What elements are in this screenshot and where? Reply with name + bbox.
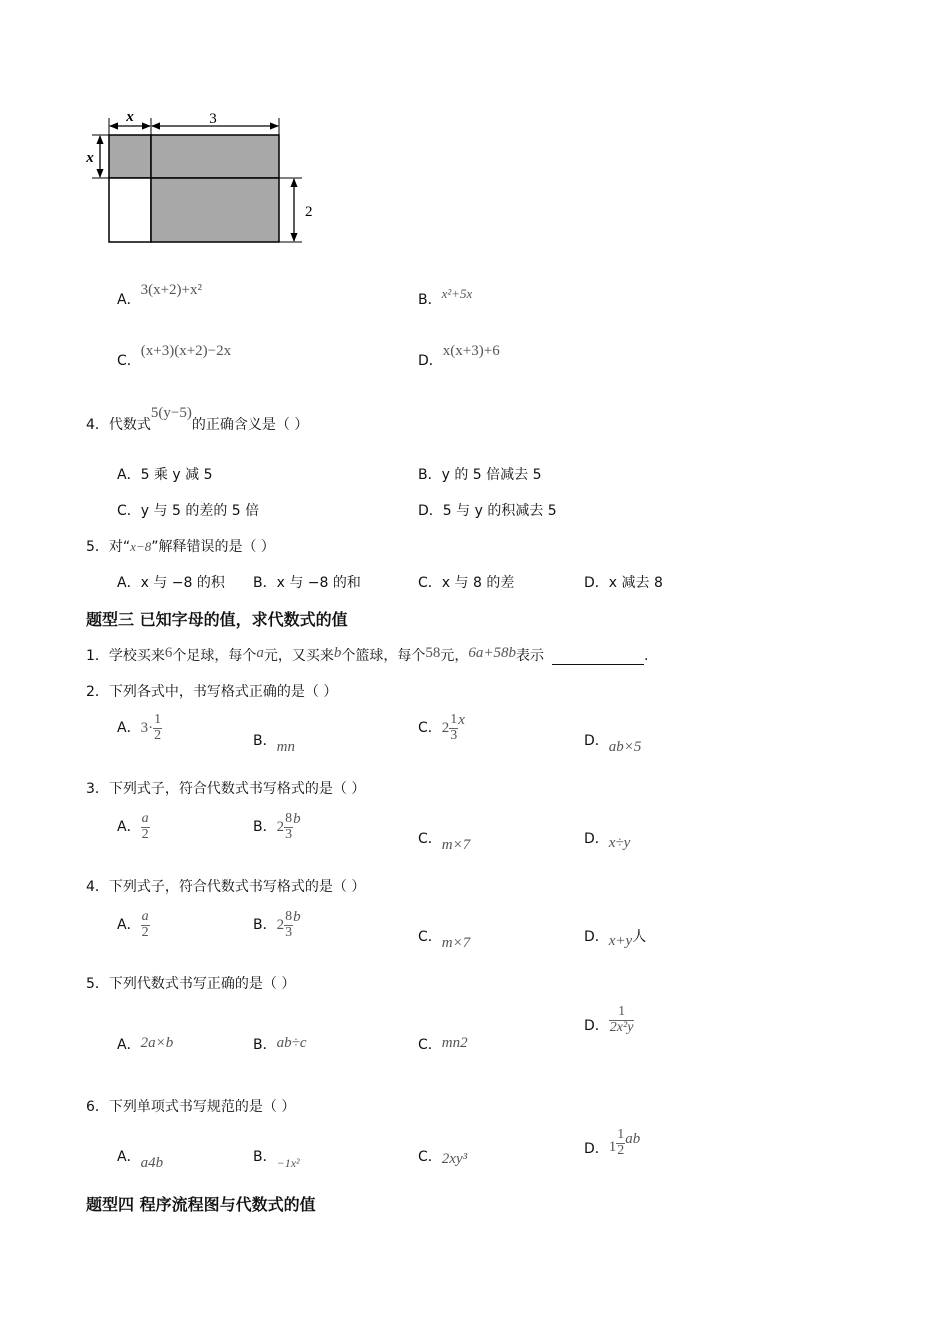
label-x-top: x bbox=[126, 109, 134, 125]
s3-q4-option-d[interactable]: D．x+y人 bbox=[584, 929, 647, 949]
q3-option-b[interactable]: B．x²+5x bbox=[418, 286, 473, 308]
s3-q6-stem: 6．下列单项式书写规范的是（ ） bbox=[86, 1099, 296, 1115]
s3-q1: 1．学校买来6个足球，每个a元，又买来b个篮球，每个58元，6a+58b表示 . bbox=[86, 645, 649, 664]
s3-q6-option-b[interactable]: B．−1x² bbox=[253, 1149, 300, 1170]
s3-q5-option-a[interactable]: A．2a×b bbox=[117, 1035, 174, 1053]
q5-option-c[interactable]: C．x 与 8 的差 bbox=[418, 575, 515, 591]
shaded-top-left bbox=[109, 135, 151, 178]
s3-q2-option-c[interactable]: C．2 $\frac{1}{3}$ x bbox=[418, 712, 465, 743]
s3-q2-stem: 2．下列各式中，书写格式正确的是（ ） bbox=[86, 684, 338, 700]
q4-option-d[interactable]: D．5 与 y 的积减去 5 bbox=[418, 503, 557, 519]
shaded-bottom-right bbox=[151, 178, 279, 242]
answer-blank[interactable] bbox=[552, 650, 644, 665]
s3-q2-option-a[interactable]: A．3· $\frac{1}{2}$ bbox=[117, 712, 162, 743]
section4-title: 题型四 程序流程图与代数式的值 bbox=[86, 1195, 316, 1214]
label-x-left: x bbox=[86, 150, 94, 166]
label-2: 2 bbox=[305, 204, 313, 220]
q3-option-c[interactable]: C．(x+3)(x+2)−2x bbox=[117, 343, 232, 369]
s3-q5-option-c[interactable]: C．mn2 bbox=[418, 1035, 468, 1053]
s3-q2-option-d[interactable]: D．ab×5 bbox=[584, 733, 642, 755]
s3-q3-option-a[interactable]: A． $\frac{a}{2}$ bbox=[117, 811, 149, 842]
s3-q2-option-b[interactable]: B．mn bbox=[253, 733, 295, 755]
q3-option-a[interactable]: A．3(x+2)+x² bbox=[117, 282, 202, 308]
q4-option-b[interactable]: B．y 的 5 倍减去 5 bbox=[418, 467, 542, 483]
s3-q5-option-b[interactable]: B．ab÷c bbox=[253, 1035, 307, 1053]
area-figure bbox=[80, 108, 320, 253]
s3-q3-option-d[interactable]: D．x÷y bbox=[584, 831, 631, 851]
s3-q4-option-a[interactable]: A． $\frac{a}{2}$ bbox=[117, 909, 149, 940]
q5-option-a[interactable]: A．x 与 −8 的积 bbox=[117, 575, 225, 591]
s3-q5-stem: 5．下列代数式书写正确的是（ ） bbox=[86, 976, 296, 992]
s3-q6-option-c[interactable]: C．2xy³ bbox=[418, 1149, 468, 1167]
s3-q4-stem: 4．下列式子，符合代数式书写格式的是（ ） bbox=[86, 879, 366, 895]
s3-q3-stem: 3．下列式子，符合代数式书写格式的是（ ） bbox=[86, 781, 366, 797]
section3-title: 题型三 已知字母的值，求代数式的值 bbox=[86, 610, 348, 629]
q4-option-a[interactable]: A．5 乘 y 减 5 bbox=[117, 467, 213, 483]
s3-q6-option-d[interactable]: D．1 $\frac{1}{2}$ ab bbox=[584, 1127, 641, 1158]
q5-option-b[interactable]: B．x 与 −8 的和 bbox=[253, 575, 361, 591]
s3-q6-option-a[interactable]: A．a4b bbox=[117, 1149, 164, 1171]
s3-q5-option-d[interactable]: D． $\frac{1}{\text{2x²y}}$ bbox=[584, 1004, 634, 1035]
s3-q3-option-c[interactable]: C．m×7 bbox=[418, 831, 471, 853]
s3-q4-option-c[interactable]: C．m×7 bbox=[418, 929, 471, 951]
q4-option-c[interactable]: C．y 与 5 的差的 5 倍 bbox=[117, 503, 260, 519]
label-3: 3 bbox=[209, 111, 217, 127]
q4-stem: 4．代数式5(y−5)的正确含义是（ ） bbox=[86, 405, 309, 433]
q3-option-d[interactable]: D．x(x+3)+6 bbox=[418, 343, 500, 369]
white-bottom-left bbox=[109, 178, 151, 242]
shaded-top-right bbox=[151, 135, 279, 178]
q5-option-d[interactable]: D．x 减去 8 bbox=[584, 575, 663, 591]
s3-q4-option-b[interactable]: B．2 $\frac{8}{3}$ b bbox=[253, 909, 301, 940]
s3-q3-option-b[interactable]: B．2 $\frac{8}{3}$ b bbox=[253, 811, 301, 842]
q5-stem: 5．对“x−8”解释错误的是（ ） bbox=[86, 539, 275, 555]
